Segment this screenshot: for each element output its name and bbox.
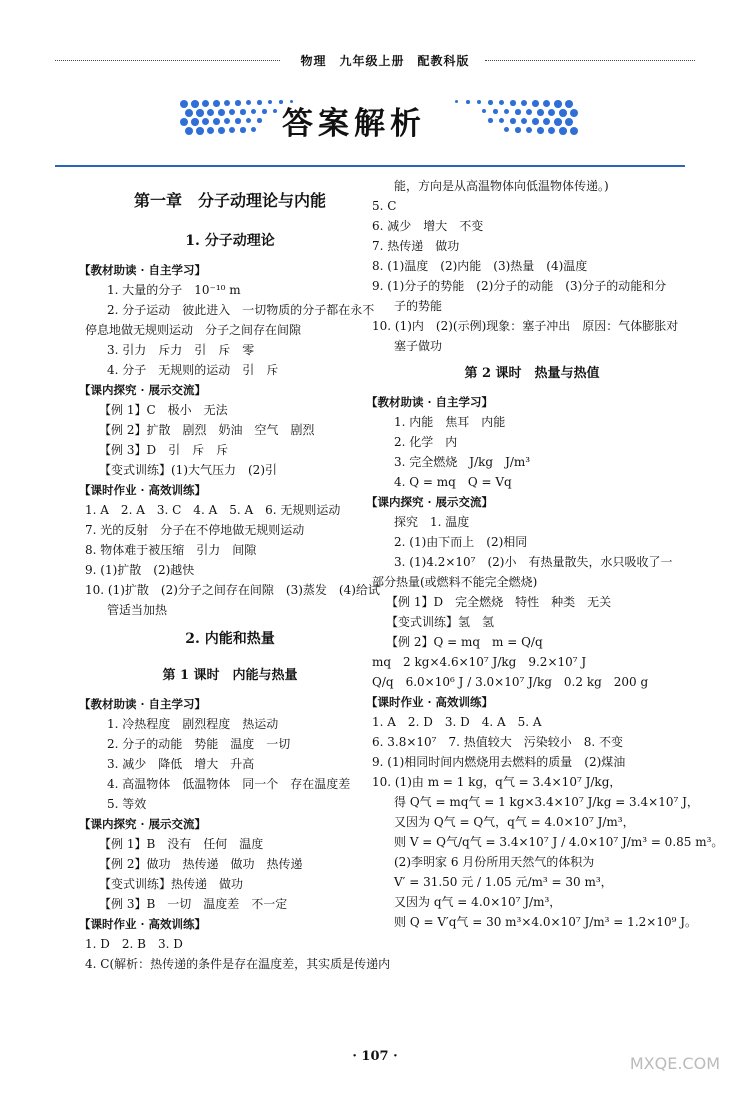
answer-line: 3. (1)4.2×10⁷ (2)小 有热量散失，水只吸收了一 [394, 555, 673, 569]
lesson-heading: 第 2 课时 热量与热值 [464, 366, 600, 381]
answer-line: 8. 物体难于被压缩 引力 间隙 [85, 543, 257, 557]
answer-line: 又因为 q气 = 4.0×10⁷ J/m³， [394, 895, 562, 909]
decorative-dot [521, 100, 527, 106]
decorative-dot [257, 100, 262, 105]
decorative-dot [482, 109, 486, 113]
page-number: · 107 · [352, 1049, 398, 1064]
answer-line: 【例 3】B 一切 温度差 不一定 [99, 897, 288, 911]
answer-line: 4. Q = mq Q = Vq [394, 475, 512, 489]
answer-line: 10. (1)由 m = 1 kg，q气 = 3.4×10⁷ J/kg， [372, 775, 622, 789]
answer-line: V′ = 31.50 元 / 1.05 元/m³ = 30 m³， [394, 875, 613, 889]
decorative-dot [537, 109, 544, 116]
subsection-label: 【教材助读 · 自主学习】 [79, 263, 207, 277]
answer-line: 【例 2】做功 热传递 做功 热传递 [99, 857, 303, 871]
answer-line: 又因为 Q气 = Q气，q气 = 4.0×10⁷ J/m³， [394, 815, 635, 829]
answer-line: 9. (1)扩散 (2)越快 [85, 563, 195, 577]
decorative-dot [499, 118, 504, 123]
answer-line: 6. 3.8×10⁷ 7. 热值较大 污染较小 8. 不变 [372, 735, 624, 749]
decorative-dot [526, 109, 532, 115]
decorative-dot [262, 109, 267, 114]
section-heading: 1. 分子动理论 [185, 233, 275, 249]
answer-line: (2)李明家 6 月份所用天然气的体积为 [394, 855, 595, 869]
decorative-dot [548, 127, 555, 134]
answer-line: 1. 内能 焦耳 内能 [394, 415, 506, 429]
answer-line: 1. D 2. B 3. D [85, 937, 183, 951]
subsection-label: 【教材助读 · 自主学习】 [366, 395, 494, 409]
answer-line: 6. 减少 增大 不变 [372, 219, 484, 233]
decorative-dot [543, 118, 550, 125]
answer-line: 管适当加热 [107, 603, 168, 617]
decorative-dot [224, 118, 230, 124]
decorative-dot [240, 127, 246, 133]
decorative-dot [257, 118, 262, 123]
answer-line: 【例 3】D 引 斥 斥 [99, 443, 229, 457]
decorative-dot [526, 127, 532, 133]
answer-line: 探究 1. 温度 [394, 515, 470, 529]
decorative-dot [565, 118, 573, 126]
decorative-dot [218, 127, 225, 134]
decorative-dot [235, 100, 241, 106]
answer-line: 部分热量(或燃料不能完全燃烧) [372, 575, 538, 589]
decorative-dot [488, 100, 493, 105]
answer-line: 则 V = Q气/q气 = 3.4×10⁷ J / 4.0×10⁷ J/m³ = 0.85 m³。 [394, 835, 724, 849]
decorative-dot [515, 127, 521, 133]
decorative-dot [185, 109, 193, 117]
decorative-dot [180, 118, 188, 126]
subsection-label: 【课内探究 · 展示交流】 [79, 817, 207, 831]
answer-line: 【例 2】扩散 剧烈 奶油 空气 剧烈 [99, 423, 315, 437]
decorative-dot [229, 127, 235, 133]
chapter-heading: 第一章 分子动理论与内能 [133, 191, 326, 210]
answer-line: 2. 分子运动 彼此进入 一切物质的分子都在永不 [107, 303, 375, 317]
decorative-dot [455, 100, 458, 103]
answer-line: 2. 化学 内 [394, 435, 458, 449]
answer-line: 5. C [372, 199, 397, 213]
lesson-heading: 第 1 课时 内能与热量 [162, 668, 298, 683]
answer-line: 1. A 2. A 3. C 4. A 5. A 6. 无规则运动 [85, 503, 341, 517]
subsection-label: 【课内探究 · 展示交流】 [79, 383, 207, 397]
decorative-dot [493, 109, 498, 114]
decorative-dot [559, 127, 567, 135]
decorative-dot [537, 127, 544, 134]
answer-line: 【例 1】D 完全燃烧 特性 种类 无关 [386, 595, 612, 609]
answer-line: 停息地做无规则运动 分子之间存在间隙 [85, 323, 302, 337]
decorative-dot [504, 127, 509, 132]
decorative-dot [532, 118, 539, 125]
decorative-dot [504, 109, 509, 114]
page-title: 答案解析 [282, 106, 426, 142]
answer-line: 4. 分子 无规则的运动 引 斥 [107, 363, 279, 377]
header-text: 物理 九年级上册 配教科版 [300, 54, 470, 68]
decorative-dot [191, 100, 199, 108]
decorative-dot [510, 100, 516, 106]
decorative-dot [477, 100, 481, 104]
decorative-dot [251, 109, 256, 114]
decorative-dot [218, 109, 225, 116]
answer-line: 10. (1)扩散 (2)分子之间存在间隙 (3)蒸发 (4)给试 [85, 583, 380, 597]
subsection-label: 【课内探究 · 展示交流】 [366, 495, 494, 509]
answer-line: 1. A 2. D 3. D 4. A 5. A [372, 715, 542, 729]
header-dotted-rule-left [55, 60, 280, 61]
decorative-dot [559, 109, 567, 117]
answer-line: 【例 1】C 极小 无法 [99, 403, 228, 417]
decorative-dot [251, 127, 256, 132]
decorative-dot [213, 100, 220, 107]
decorative-dot [180, 100, 188, 108]
decorative-dot [488, 118, 493, 123]
answer-line: 【变式训练】热传递 做功 [99, 877, 244, 891]
decorative-dot [207, 127, 214, 134]
decorative-dot [554, 118, 562, 126]
subsection-label: 【课时作业 · 高效训练】 [79, 483, 207, 497]
answer-line: 10. (1)内 (2)(示例)现象：塞子冲出 原因：气体膨胀对 [372, 319, 679, 333]
decorative-dot [196, 109, 204, 117]
watermark: MXQE.COM [629, 1054, 720, 1073]
decorative-dot [240, 109, 246, 115]
decorative-dot [499, 100, 504, 105]
decorative-dot [246, 118, 251, 123]
decorative-dot [570, 109, 578, 117]
answer-line: 1. 大量的分子 10⁻¹⁰ m [107, 283, 241, 297]
answer-line: 【例 1】B 没有 任何 温度 [99, 837, 264, 851]
subsection-label: 【教材助读 · 自主学习】 [79, 697, 207, 711]
decorative-dot [224, 100, 230, 106]
answer-line: 3. 引力 斥力 引 斥 零 [107, 343, 255, 357]
answer-line: Q/q 6.0×10⁶ J / 3.0×10⁷ J/kg 0.2 kg 200 g [372, 675, 649, 689]
answer-line: 2. 分子的动能 势能 温度 一切 [107, 737, 291, 751]
answer-line: 1. 冷热程度 剧烈程度 热运动 [107, 717, 279, 731]
decorative-dot [185, 127, 193, 135]
decorative-dot [207, 109, 214, 116]
decorative-dot [202, 100, 209, 107]
decorative-dot [510, 118, 516, 124]
answer-line: 则 Q = V′q气 = 30 m³×4.0×10⁷ J/m³ = 1.2×10⁹ J。 [394, 915, 698, 929]
answer-line: 【变式训练】(1)大气压力 (2)引 [99, 463, 277, 477]
decorative-dot [235, 118, 241, 124]
answer-line: 5. 等效 [107, 797, 147, 811]
decorative-dot [565, 100, 573, 108]
answer-line: 得 Q气 = mq气 = 1 kg×3.4×10⁷ J/kg = 3.4×10⁷ J， [394, 795, 699, 809]
section-heading: 2. 内能和热量 [185, 631, 275, 647]
answer-line: 4. 高温物体 低温物体 同一个 存在温度差 [107, 777, 351, 791]
answer-line: 7. 光的反射 分子在不停地做无规则运动 [85, 523, 305, 537]
decorative-dot [466, 100, 470, 104]
decorative-dot [213, 118, 220, 125]
subsection-label: 【课时作业 · 高效训练】 [366, 695, 494, 709]
decorative-dot [543, 100, 550, 107]
decorative-dot [554, 100, 562, 108]
answer-line: 能，方向是从高温物体向低温物体传递。) [394, 179, 609, 193]
answer-line: 3. 减少 降低 增大 升高 [107, 757, 255, 771]
answer-line: 8. (1)温度 (2)内能 (3)热量 (4)温度 [372, 259, 588, 273]
answer-line: 子的势能 [394, 299, 443, 313]
subsection-label: 【课时作业 · 高效训练】 [79, 917, 207, 931]
answer-line: 7. 热传递 做功 [372, 239, 460, 253]
answer-line: 3. 完全燃烧 J/kg J/m³ [394, 455, 531, 469]
decorative-dot [196, 127, 204, 135]
answer-line: 【例 2】Q = mq m = Q/q [386, 635, 543, 649]
decorative-dot [548, 109, 555, 116]
answer-line: 【变式训练】氢 氢 [386, 615, 495, 629]
decorative-dot [532, 100, 539, 107]
decorative-dot [229, 109, 235, 115]
decorative-dot [191, 118, 199, 126]
decorative-dot [268, 100, 272, 104]
decorative-dot [515, 109, 521, 115]
decorative-dot [570, 127, 578, 135]
decorative-dot [246, 100, 251, 105]
answer-line: 2. (1)由下而上 (2)相同 [394, 535, 528, 549]
decorative-dot [202, 118, 209, 125]
decorative-dot [273, 109, 277, 113]
answer-line: 4. C(解析：热传递的条件是存在温度差，其实质是传递内 [85, 957, 391, 971]
answer-line: 9. (1)分子的势能 (2)分子的动能 (3)分子的动能和分 [372, 279, 667, 293]
title-underline [55, 165, 685, 167]
header-dotted-rule-right [485, 60, 695, 61]
right-column [366, 176, 724, 932]
answer-line: mq 2 kg×4.6×10⁷ J/kg 9.2×10⁷ J [372, 655, 587, 669]
running-header [55, 52, 695, 68]
decorative-dot [521, 118, 527, 124]
section-title-banner [0, 88, 750, 148]
answer-line: 塞子做功 [394, 339, 443, 353]
answer-line: 9. (1)相同时间内燃烧用去燃料的质量 (2)煤油 [372, 755, 626, 769]
